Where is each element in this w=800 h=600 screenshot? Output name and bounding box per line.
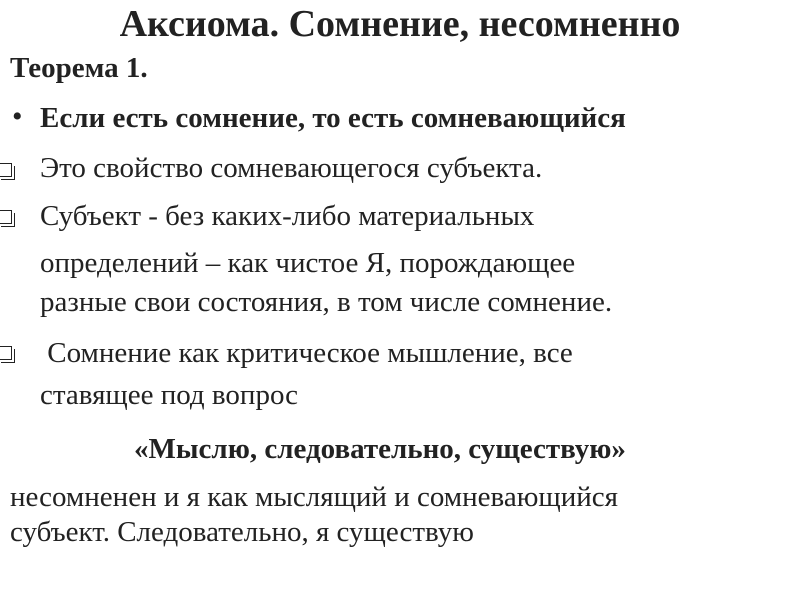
square-bullet-icon [0, 163, 12, 177]
conclusion-text [10, 480, 618, 550]
descartes-quote: «Мыслю, следовательно, существую» [134, 433, 626, 465]
slide-title: Аксиома. Сомнение, несомненно [119, 3, 681, 45]
theorem-label: Теорема 1. [10, 52, 148, 84]
bullet-item-4-line-1: Сомнение как критическое мышление, все [40, 337, 573, 369]
bullet-item-3-line-3: разные свои состояния, в том числе сомнение. [40, 286, 613, 318]
bullet-item-1: Если есть сомнение, то есть сомневающийся [40, 102, 626, 134]
bullet-item-3-line-1: Субъект - без каких-либо материальных [40, 200, 535, 232]
square-bullet-icon [0, 210, 12, 224]
bullet-item-3-line-2: определений – как чистое Я, порождающее [40, 247, 576, 279]
bullet-item-4-line-2: ставящее под вопрос [40, 379, 299, 411]
bullet-item-2: Это свойство сомневающегося субъекта. [40, 152, 543, 184]
round-bullet-icon: • [12, 100, 23, 133]
conclusion-line-1: несомненен и я как мыслящий и сомневающийся [10, 481, 618, 513]
square-bullet-icon [0, 346, 12, 360]
conclusion-line-2: субъект. Следовательно, я существую [10, 516, 474, 548]
